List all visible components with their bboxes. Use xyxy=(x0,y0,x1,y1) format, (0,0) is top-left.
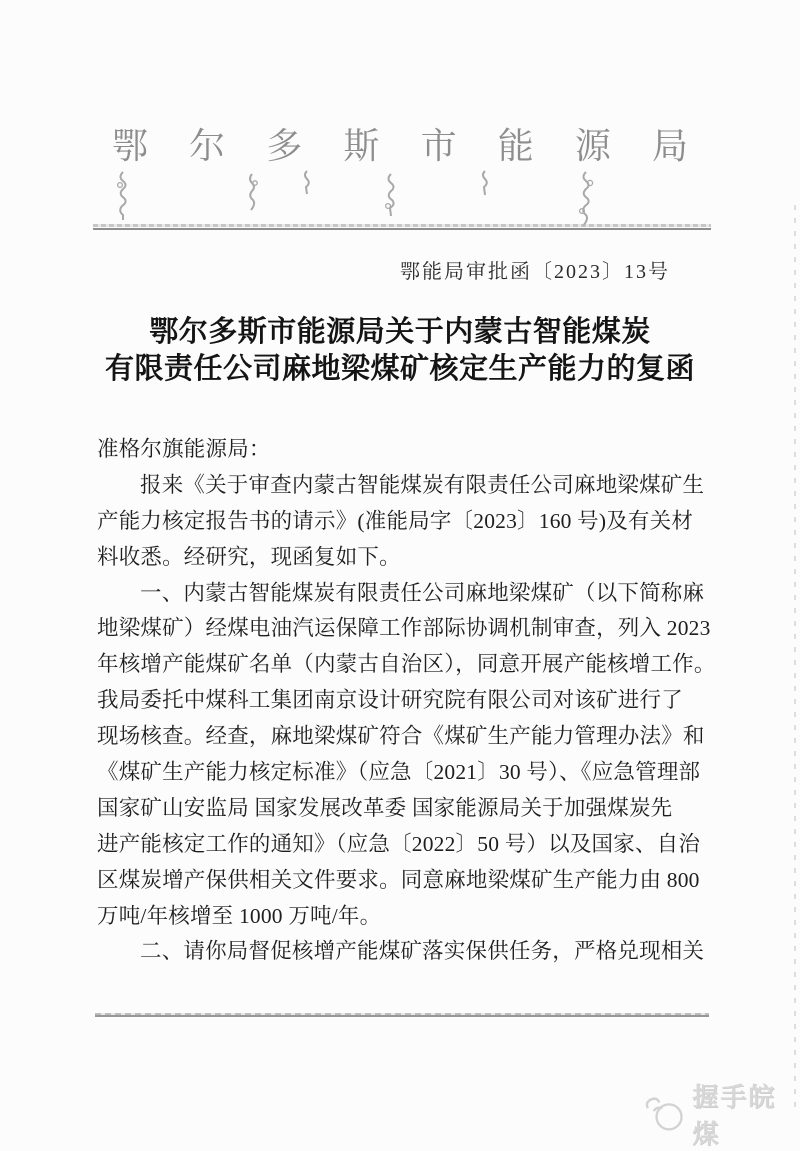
footer-divider xyxy=(95,1013,709,1017)
doc-number: 鄂能局审批函〔2023〕13号 xyxy=(400,261,670,283)
scan-edge-artifact xyxy=(794,205,796,1115)
letterhead-divider xyxy=(93,224,711,231)
letterhead-char: 鄂 xyxy=(112,126,149,166)
body-line: 现场核查。经查，麻地梁煤矿符合《煤矿生产能力管理办法》和 xyxy=(97,724,705,749)
body-line: 年核增产能煤矿名单（内蒙古自治区），同意开展产能核增工作。 xyxy=(97,652,716,677)
letterhead-char: 局 xyxy=(651,126,688,166)
body-line: 万吨/年核增至 1000 万吨/年。 xyxy=(97,903,382,928)
handshake-logo-icon xyxy=(645,1095,685,1133)
document-title-line1: 鄂尔多斯市能源局关于内蒙古智能煤炭 xyxy=(149,316,651,348)
document-title-line2: 有限责任公司麻地梁煤矿核定生产能力的复函 xyxy=(104,353,695,385)
mongolian-script-icon xyxy=(114,171,132,221)
salutation: 准格尔旗能源局： xyxy=(97,437,271,461)
letterhead-char: 源 xyxy=(574,126,611,166)
body-line: 地梁煤矿）经煤电油汽运保障工作部际协调机制审查，列入 2023 xyxy=(97,616,711,641)
mongolian-script-icon xyxy=(244,173,260,211)
document-title xyxy=(0,314,800,388)
watermark xyxy=(645,1077,800,1151)
letter-body xyxy=(97,432,716,970)
body-line: 进产能核定工作的通知》（应急〔2022〕50 号）以及国家、自治 xyxy=(97,831,701,856)
body-line: 料收悉。经研究，现函复如下。 xyxy=(97,544,401,569)
body-line: 我局委托中煤科工集团南京设计研究院有限公司对该矿进行了 xyxy=(97,688,683,713)
body-line: 《煤矿生产能力核定标准》（应急〔2021〕30 号）、《应急管理部 xyxy=(97,760,701,785)
mongolian-script-icon xyxy=(382,173,400,217)
letterhead-char: 多 xyxy=(266,126,303,166)
mongolian-script-icon xyxy=(300,170,314,195)
mongolian-script-icon xyxy=(478,170,492,196)
watermark-text: 握手皖煤 xyxy=(692,1082,777,1149)
letterhead-char: 斯 xyxy=(343,126,380,166)
letterhead xyxy=(112,126,688,166)
mongolian-script-icon xyxy=(576,171,596,227)
letterhead-char: 尔 xyxy=(189,126,226,166)
body-line: 国家矿山安监局 国家发展改革委 国家能源局关于加强煤炭先 xyxy=(97,795,673,820)
body-line: 产能力核定报告书的请示》(准能局字〔2023〕160 号)及有关材 xyxy=(97,508,694,533)
body-line: 区煤炭增产保供相关文件要求。同意麻地梁煤矿生产能力由 800 xyxy=(97,867,700,892)
body-line: 一、内蒙古智能煤炭有限责任公司麻地梁煤矿（以下简称麻 xyxy=(140,580,705,605)
letterhead-char: 市 xyxy=(420,126,457,166)
body-line: 报来《关于审查内蒙古智能煤炭有限责任公司麻地梁煤矿生 xyxy=(140,472,705,497)
body-line: 二、请你局督促核增产能煤矿落实保供任务，严格兑现相关 xyxy=(140,939,705,964)
letterhead-char: 能 xyxy=(497,126,534,166)
